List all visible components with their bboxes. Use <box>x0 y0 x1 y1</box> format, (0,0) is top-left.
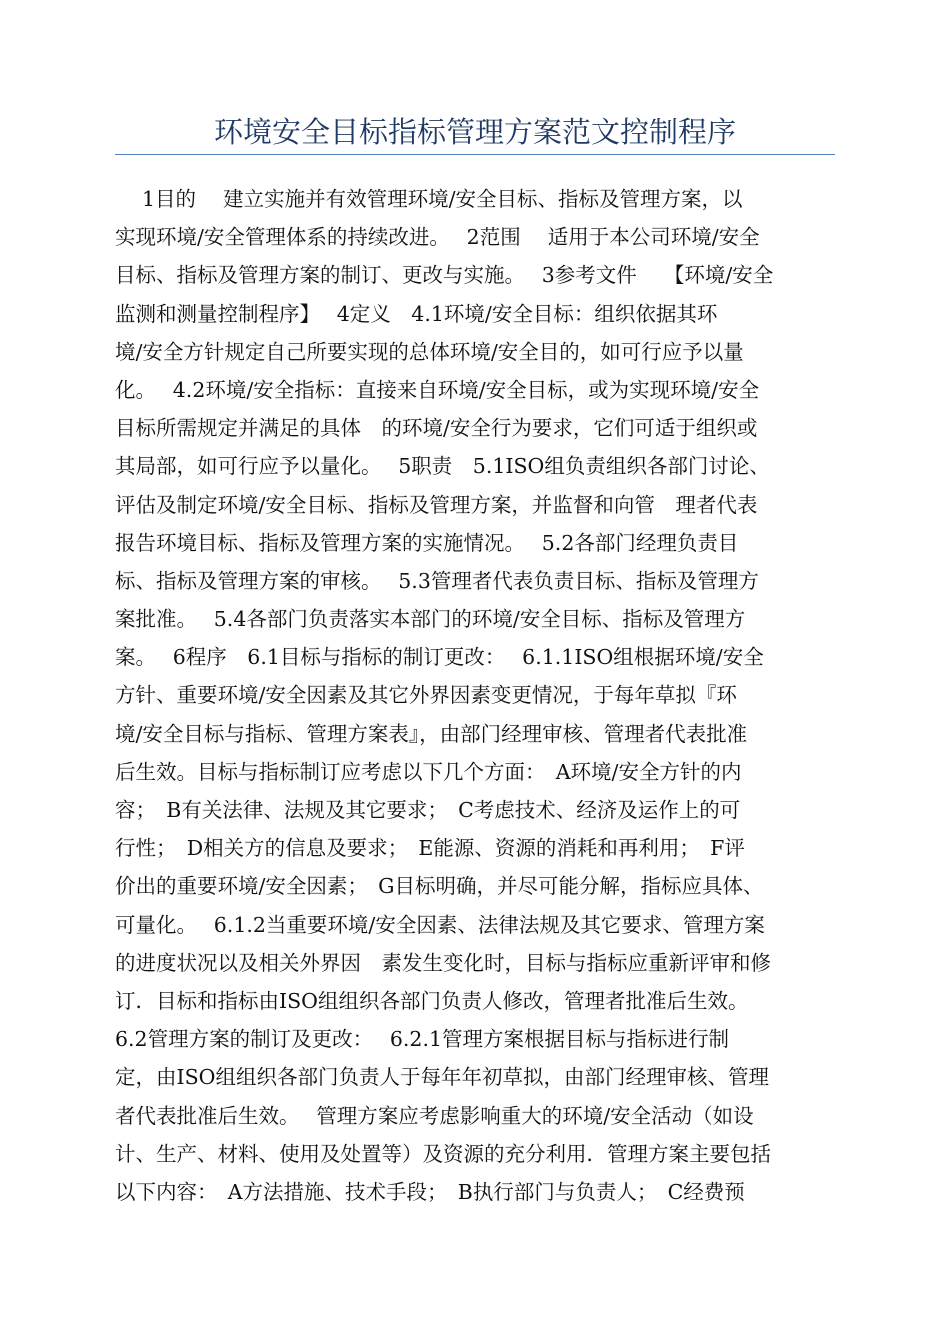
text-line: 案。 6程序 6.1目标与指标的制订更改： 6.1.1ISO组根据环境/安全 <box>115 645 764 670</box>
text-line: 的进度状况以及相关外界因 素发生变化时，目标与指标应重新评审和修 <box>115 950 771 975</box>
text-line: 行性； D相关方的信息及要求； E能源、资源的消耗和再利用； F评 <box>115 836 745 861</box>
text-line: 评估及制定环境/安全目标、指标及管理方案，并监督和向管 理者代表 <box>115 492 758 517</box>
text-line: 实现环境/安全管理体系的持续改进。 2范围 适用于本公司环境/安全 <box>115 225 760 250</box>
title-underline <box>115 154 835 155</box>
text-line: 报告环境目标、指标及管理方案的实施情况。 5.2各部门经理负责目 <box>115 530 739 555</box>
text-line: 以下内容： A方法措施、技术手段； B执行部门与负责人； C经费预 <box>115 1179 745 1204</box>
text-line: 境/安全目标与指标、管理方案表』，由部门经理审核、管理者代表批准 <box>115 721 748 746</box>
text-line: 其局部，如可行应予以量化。 5职责 5.1ISO组负责组织各部门讨论、 <box>115 454 770 479</box>
text-line: 订．目标和指标由ISO组组织各部门负责人修改，管理者批准后生效。 <box>115 988 749 1013</box>
text-line: 6.2管理方案的制订及更改： 6.2.1管理方案根据目标与指标进行制 <box>115 1027 730 1052</box>
text-line: 者代表批准后生效。 管理方案应考虑影响重大的环境/安全活动（如设 <box>115 1103 754 1128</box>
text-line: 目标、指标及管理方案的制订、更改与实施。 3参考文件 【环境/安全 <box>115 263 774 288</box>
text-line: 标、指标及管理方案的审核。 5.3管理者代表负责目标、指标及管理方 <box>115 568 759 593</box>
text-line: 1目的 建立实施并有效管理环境/安全目标、指标及管理方案，以 <box>115 187 743 211</box>
text-line: 案批准。 5.4各部门负责落实本部门的环境/安全目标、指标及管理方 <box>115 607 746 632</box>
text-line: 计、生产、材料、使用及处置等）及资源的充分利用．管理方案主要包括 <box>115 1141 771 1166</box>
text-line: 监测和测量控制程序】 4定义 4.1环境/安全目标：组织依据其环 <box>115 301 718 326</box>
text-line: 价出的重要环境/安全因素； G目标明确，并尽可能分解，指标应具体、 <box>115 874 764 899</box>
text-line: 容； B有关法律、法规及其它要求； C考虑技术、经济及运作上的可 <box>115 798 741 822</box>
text-line: 目标所需规定并满足的具体 的环境/安全行为要求，它们可适于组织或 <box>115 416 758 441</box>
text-line: 方针、重要环境/安全因素及其它外界因素变更情况，于每年草拟『环 <box>115 683 737 708</box>
text-line: 境/安全方针规定自己所要实现的总体环境/安全目的，如可行应予以量 <box>115 339 744 364</box>
text-line: 后生效。目标与指标制订应考虑以下几个方面： A环境/安全方针的内 <box>115 759 742 784</box>
page-title: 环境安全目标指标管理方案范文控制程序 <box>213 115 736 149</box>
text-line: 可量化。 6.1.2当重要环境/安全因素、法律法规及其它要求、管理方案 <box>115 912 765 937</box>
text-line: 化。 4.2环境/安全指标：直接来自环境/安全目标，或为实现环境/安全 <box>115 377 760 402</box>
body-text <box>115 180 835 1211</box>
text-line: 定，由ISO组组织各部门负责人于每年年初草拟，由部门经理审核、管理 <box>115 1065 769 1090</box>
